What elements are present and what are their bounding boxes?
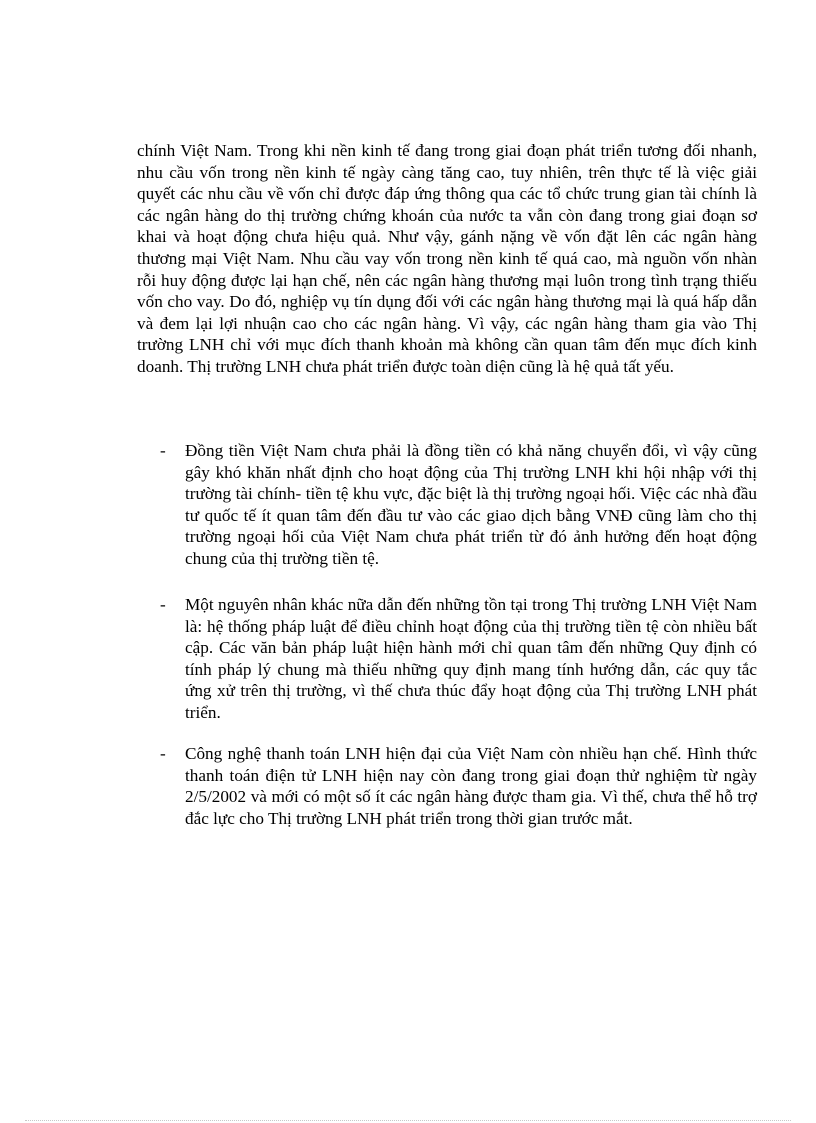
- bullet-dash-icon: -: [160, 595, 166, 614]
- lead-paragraph: chính Việt Nam. Trong khi nền kinh tế đang trong giai đoạn phát triển tương đối nhanh, nhu cầu vốn trong nền kinh tế ngày càng tăng cao, tuy nhiên, trên thực tế là việc giải quyết các nhu cầu về vốn chỉ được đáp ứng thông qua các tổ chức trung gian tài chính là các ngân hàng do thị trường chứng khoán của nước ta vẫn còn đang trong giai đoạn sơ khai và hoạt động chưa hiệu quả. Như vậy, gánh nặng về vốn đặt lên các ngân hàng thương mại Việt Nam. Nhu cầu vay vốn trong nền kinh tế quá cao, mà nguồn vốn nhàn rỗi huy động được lại hạn chế, nên các ngân hàng thương mại luôn trong tình trạng thiếu vốn cho vay. Do đó, nghiệp vụ tín dụng đối với các ngân hàng thương mại là quá hấp dẫn và đem lại lợi nhuận cao cho các ngân hàng. Vì vậy, các ngân hàng tham gia vào Thị trường LNH chỉ với mục đích thanh khoản mà không cần quan tâm đến mục đích kinh doanh. Thị trường LNH chưa phát triển được toàn diện cũng là hệ quả tất yếu.: [137, 141, 757, 376]
- page-bottom-divider: [25, 1120, 791, 1121]
- bullet-text: Công nghệ thanh toán LNH hiện đại của Việt Nam còn nhiều hạn chế. Hình thức thanh toán điện tử LNH hiện nay còn đang trong giai đoạn thử nghiệm từ ngày 2/5/2002 và mới có một số ít các ngân hàng được tham gia. Vì thế, chưa thể hỗ trợ đắc lực cho Thị trường LNH phát triển trong thời gian trước mắt.: [185, 744, 757, 828]
- bullet-dash-icon: -: [160, 441, 166, 460]
- bullet-text: Đồng tiền Việt Nam chưa phải là đồng tiền có khả năng chuyển đổi, vì vậy cũng gây khó khăn nhất định cho hoạt động của Thị trường LNH khi hội nhập với thị trường tài chính- tiền tệ khu vực, đặc biệt là thị trường ngoại hối. Việc các nhà đầu tư quốc tế ít quan tâm đến đầu tư vào các giao dịch bằng VNĐ cũng làm cho thị trường ngoại hối của Việt Nam chưa phát triển từ đó ảnh hưởng đến hoạt động chung của thị trường tiền tệ.: [185, 441, 757, 568]
- bullet-dash-icon: -: [160, 744, 166, 763]
- bullet-text: Một nguyên nhân khác nữa dẫn đến những tồn tại trong Thị trường LNH Việt Nam là: hệ thống pháp luật để điều chỉnh hoạt động của thị trường tiền tệ còn nhiều bất cập. Các văn bản pháp luật hiện hành mới chỉ quan tâm đến những Quy định có tính pháp lý chung mà thiếu những quy định mang tính hướng dẫn, các quy tắc ứng xử trên thị trường, vì thế chưa thúc đẩy hoạt động của Thị trường LNH phát triển.: [185, 595, 757, 722]
